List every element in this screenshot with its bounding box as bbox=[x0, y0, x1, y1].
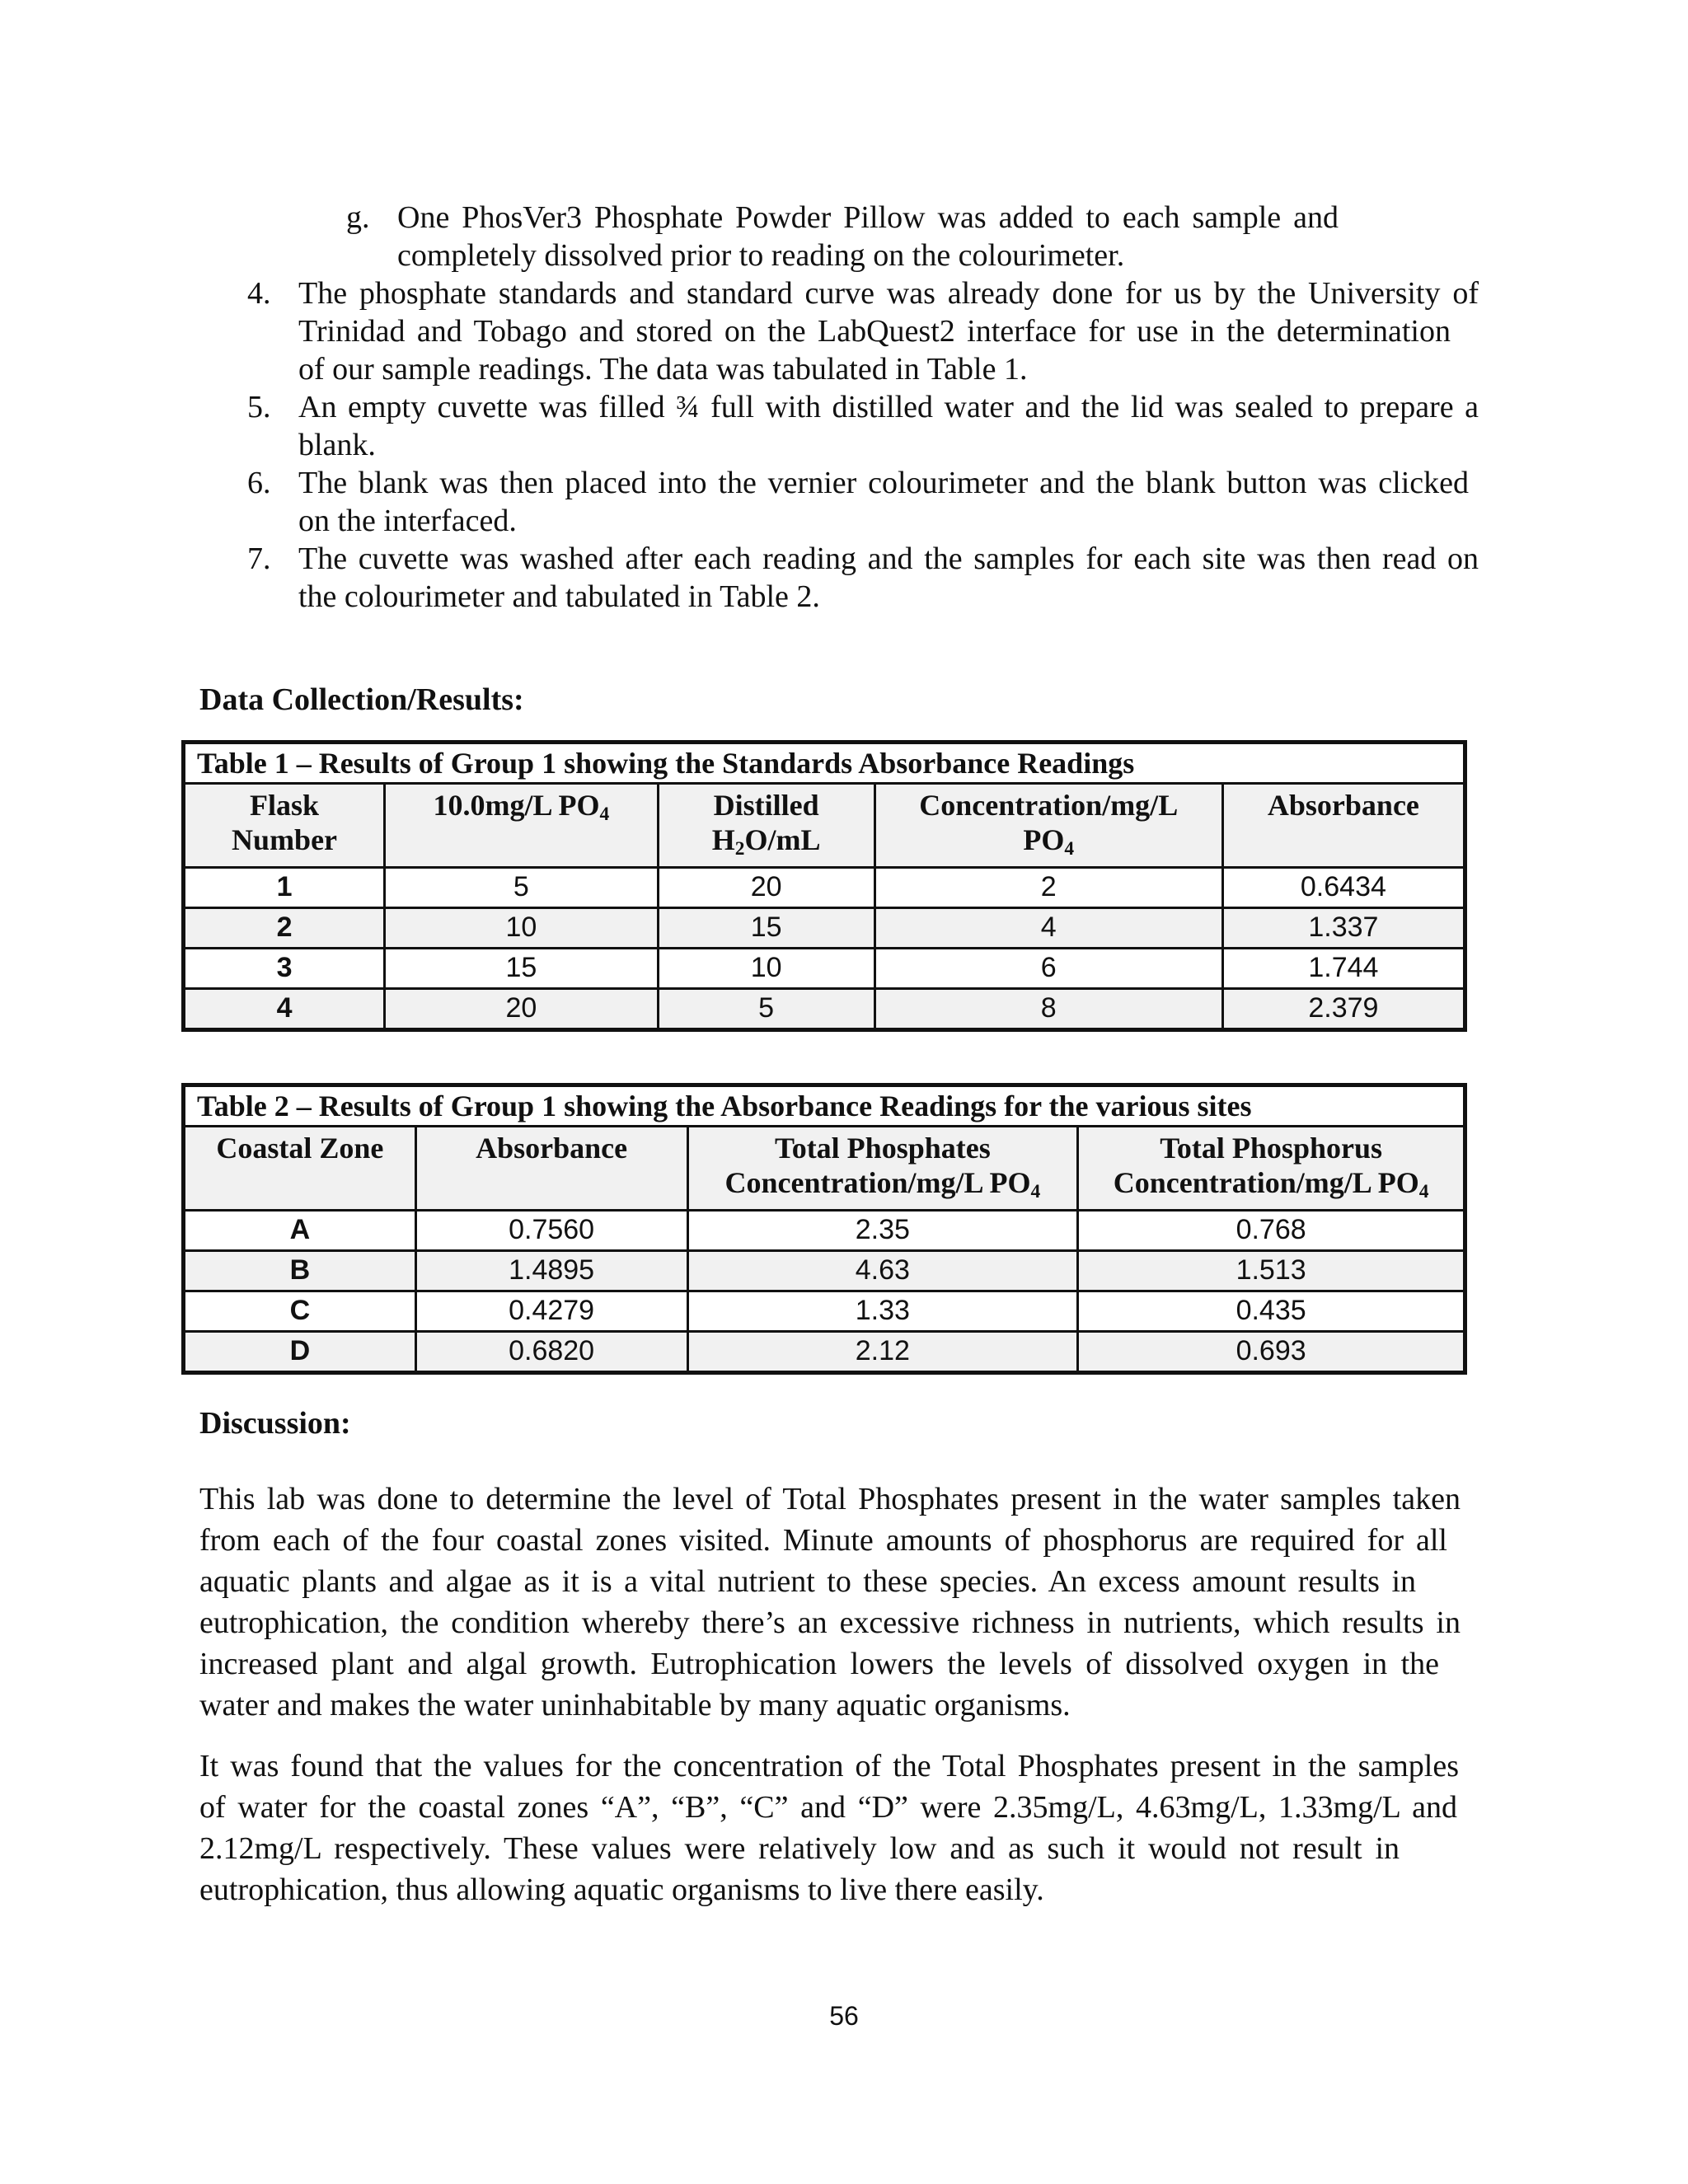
step-5-line-1: An empty cuvette was filled ¾ full with distilled water and the lid was sealed to prepare a bbox=[298, 390, 1479, 424]
table1-caption: Table 1 – Results of Group 1 showing the Standards Absorbance Readings bbox=[184, 743, 1465, 784]
table2-cell: C bbox=[184, 1291, 416, 1331]
paragraph-line: from each of the four coastal zones visited. Minute amounts of phosphorus are required for all bbox=[199, 1523, 1447, 1558]
step-7-marker: 7. bbox=[247, 541, 271, 576]
table2-cell: 4.63 bbox=[687, 1250, 1078, 1291]
table2-header-phosphorus: Total Phosphorus Concentration/mg/L $PO_4$ bbox=[1078, 1127, 1465, 1211]
table-row bbox=[184, 1250, 1465, 1291]
paragraph-line: of water for the coastal zones “A”, “B”, “C” and “D” were 2.35mg/L, 4.63mg/L, 1.33mg/L and bbox=[199, 1790, 1457, 1825]
step-4-line-3: of our sample readings. The data was tabulated in Table 1. bbox=[298, 352, 1028, 387]
step-4-line-2: Trinidad and Tobago and stored on the LabQuest2 interface for use in the determination bbox=[298, 314, 1451, 349]
table2-header-phosphates: Total Phosphates Concentration/mg/L $PO_4$ bbox=[687, 1127, 1078, 1211]
table1-cell: 8 bbox=[874, 988, 1222, 1029]
table1-cell: 1 bbox=[184, 867, 385, 907]
paragraph-line: eutrophication, the condition whereby there’s an excessive richness in nutrients, which results in bbox=[199, 1605, 1461, 1640]
table1-cell: 4 bbox=[184, 988, 385, 1029]
table2-cell: A bbox=[184, 1210, 416, 1250]
table2-header-absorbance: Absorbance bbox=[415, 1127, 687, 1211]
step-g-line-2: completely dissolved prior to reading on the colourimeter. bbox=[397, 238, 1125, 273]
step-5-marker: 5. bbox=[247, 390, 271, 424]
data-collection-heading: Data Collection/Results: bbox=[199, 682, 524, 717]
table1-cell: 3 bbox=[184, 948, 385, 988]
page-number: 56 bbox=[829, 2001, 859, 2031]
step-5-line-2: blank. bbox=[298, 428, 376, 462]
table1-cell: 15 bbox=[658, 907, 874, 948]
table2-cell: 0.435 bbox=[1078, 1291, 1465, 1331]
table2-header-row bbox=[184, 1127, 1465, 1211]
table2-cell: 2.35 bbox=[687, 1210, 1078, 1250]
paragraph-line: aquatic plants and algae as it is a vital nutrient to these species. An excess amount results in bbox=[199, 1564, 1416, 1599]
discussion-paragraph-1 bbox=[199, 1479, 1461, 1726]
table-row bbox=[184, 988, 1465, 1029]
table-row bbox=[184, 907, 1465, 948]
paragraph-line: It was found that the values for the concentration of the Total Phosphates present in the samples bbox=[199, 1749, 1459, 1783]
table1-header-absorbance: Absorbance bbox=[1222, 784, 1465, 868]
table1-header-standard: 10.0mg/L $PO_4$ bbox=[385, 784, 659, 868]
table1-header-concentration: Concentration/mg/L $PO_4$ bbox=[874, 784, 1222, 868]
table1-cell: 20 bbox=[385, 988, 659, 1029]
table1-cell: 6 bbox=[874, 948, 1222, 988]
table1-cell: 15 bbox=[385, 948, 659, 988]
table2-cell: 0.768 bbox=[1078, 1210, 1465, 1250]
sites-table bbox=[181, 1083, 1467, 1375]
step-7-line-1: The cuvette was washed after each reading and the samples for each site was then read on bbox=[298, 541, 1479, 576]
step-6-line-2: on the interfaced. bbox=[298, 504, 517, 538]
discussion-heading: Discussion: bbox=[199, 1406, 351, 1441]
discussion-paragraph-2 bbox=[199, 1746, 1461, 1910]
table-row bbox=[184, 1331, 1465, 1372]
table2-cell: 0.6820 bbox=[415, 1331, 687, 1372]
step-4-line-1: The phosphate standards and standard curve was already done for us by the University of bbox=[298, 276, 1479, 311]
table-row bbox=[184, 1210, 1465, 1250]
table2-cell: 1.513 bbox=[1078, 1250, 1465, 1291]
step-g-marker: g. bbox=[346, 200, 370, 235]
table2-cell: 2.12 bbox=[687, 1331, 1078, 1372]
table1-header-flask: Flask Number bbox=[184, 784, 385, 868]
table1-cell: 5 bbox=[658, 988, 874, 1029]
table1-cell: 10 bbox=[658, 948, 874, 988]
step-6-marker: 6. bbox=[247, 466, 271, 500]
table1-cell: 0.6434 bbox=[1222, 867, 1465, 907]
table2-cell: D bbox=[184, 1331, 416, 1372]
paragraph-line: increased plant and algal growth. Eutrophication lowers the levels of dissolved oxygen in the bbox=[199, 1647, 1439, 1681]
table1-header-row bbox=[184, 784, 1465, 868]
table1-cell: 1.744 bbox=[1222, 948, 1465, 988]
table-row bbox=[184, 867, 1465, 907]
step-4-marker: 4. bbox=[247, 276, 271, 311]
paragraph-line: water and makes the water uninhabitable by many aquatic organisms. bbox=[199, 1688, 1071, 1722]
table1-cell: 20 bbox=[658, 867, 874, 907]
standards-table bbox=[181, 740, 1467, 1032]
table2-cell: B bbox=[184, 1250, 416, 1291]
table1-cell: 4 bbox=[874, 907, 1222, 948]
table-row bbox=[184, 1291, 1465, 1331]
table2-cell: 0.7560 bbox=[415, 1210, 687, 1250]
table2-cell: 1.4895 bbox=[415, 1250, 687, 1291]
table2-cell: 1.33 bbox=[687, 1291, 1078, 1331]
table1-cell: 5 bbox=[385, 867, 659, 907]
table2-caption: Table 2 – Results of Group 1 showing the Absorbance Readings for the various sites bbox=[184, 1085, 1465, 1127]
paragraph-line: eutrophication, thus allowing aquatic organisms to live there easily. bbox=[199, 1872, 1044, 1907]
table1-cell: 1.337 bbox=[1222, 907, 1465, 948]
paragraph-line: 2.12mg/L respectively. These values were relatively low and as such it would not result in bbox=[199, 1831, 1400, 1866]
table1-cell: 10 bbox=[385, 907, 659, 948]
table1-cell: 2.379 bbox=[1222, 988, 1465, 1029]
step-g-line-1: One PhosVer3 Phosphate Powder Pillow was added to each sample and bbox=[397, 200, 1339, 235]
table2-header-zone: Coastal Zone bbox=[184, 1127, 416, 1211]
step-7-line-2: the colourimeter and tabulated in Table 2. bbox=[298, 579, 820, 614]
table1-cell: 2 bbox=[184, 907, 385, 948]
paragraph-line: This lab was done to determine the level of Total Phosphates present in the water samples taken bbox=[199, 1482, 1461, 1516]
table2-cell: 0.693 bbox=[1078, 1331, 1465, 1372]
table-row bbox=[184, 948, 1465, 988]
table1-header-distilled: Distilled $H_2O/mL$ bbox=[658, 784, 874, 868]
table2-cell: 0.4279 bbox=[415, 1291, 687, 1331]
table1-cell: 2 bbox=[874, 867, 1222, 907]
step-6-line-1: The blank was then placed into the vernier colourimeter and the blank button was clicked bbox=[298, 466, 1469, 500]
